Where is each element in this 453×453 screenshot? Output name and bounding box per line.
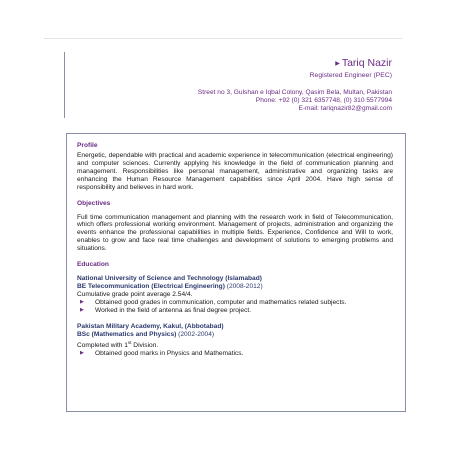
degree-years: (2008-2012) (226, 283, 263, 291)
list-item: ▶ Obtained good grades in communication, computer and mathematics related subjects. (80, 298, 347, 306)
achievement-list (77, 299, 393, 315)
degree-title: BSc (Mathematics and Physics) (77, 330, 177, 338)
degree-line (77, 331, 393, 339)
arrow-bullet-icon: ▶ (80, 306, 84, 313)
grade-note: Cumulative grade point average 2.54/4. (77, 291, 193, 299)
candidate-name: ▶ Tariq Nazir (335, 57, 392, 69)
achievement-list (77, 350, 393, 358)
profile-heading: Profile (77, 142, 98, 149)
institution-name: National University of Science and Technology (Islamabad) (77, 275, 262, 283)
degree-title: BE Telecommunication (Electrical Engineering) (77, 283, 225, 291)
contact-details (198, 89, 392, 114)
email-line[interactable]: E-mail: tariqnazir82@gmail.com (298, 105, 392, 113)
degree-years: (2002-2004) (178, 330, 215, 338)
profile-text: Energetic, dependable with practical and academic experience in telecommunication (electrical engineering) and computer sciences. Currently applying his knowledge in the field of communication planning and management. Responsibilities like personal management, administrative and organizing tasks are enhancing the Human Resource Management capabilities since April 2004. Have high sense of responsibility and believes in hard work. (77, 152, 393, 191)
contact-header (64, 52, 406, 118)
top-divider (44, 38, 402, 39)
education-entry-pma (77, 323, 393, 358)
candidate-role: Registered Engineer (PEC) (309, 72, 392, 79)
arrow-right-icon: ▶ (335, 61, 340, 67)
arrow-bullet-icon: ▶ (80, 349, 84, 356)
objectives-heading: Objectives (77, 199, 111, 207)
list-item: ▶ Obtained good marks in Physics and Mathematics. (80, 349, 244, 357)
objectives-text: Full time communication management and planning with the research work in field of Telecommunication, which offers professional working environment. Management of projects, administration and organizing the events enhance the professional capabilities in multiple fields. Experience, Confidence and Will to work, enables to grow and face real time challenges and development of solutions to emerging problems and situations. (77, 213, 393, 253)
education-entry-nust (77, 275, 393, 315)
address-line: Street no 3, Gulshan e Iqbal Colony, Qasim Bela, Multan, Pakistan (197, 89, 392, 96)
phone-line: Phone: +92 (0) 321 6357748, (0) 310 5577994 (255, 97, 392, 105)
arrow-bullet-icon: ▶ (80, 298, 84, 305)
resume-body (66, 133, 406, 412)
division-note: Completed with 1st Division. (77, 339, 159, 349)
degree-line (77, 283, 393, 291)
institution-name: Pakistan Military Academy, Kakul, (Abbotabad) (77, 322, 224, 330)
list-item: ▶ Worked in the field of antenna as final degree project. (80, 306, 252, 314)
education-heading: Education (77, 261, 109, 269)
